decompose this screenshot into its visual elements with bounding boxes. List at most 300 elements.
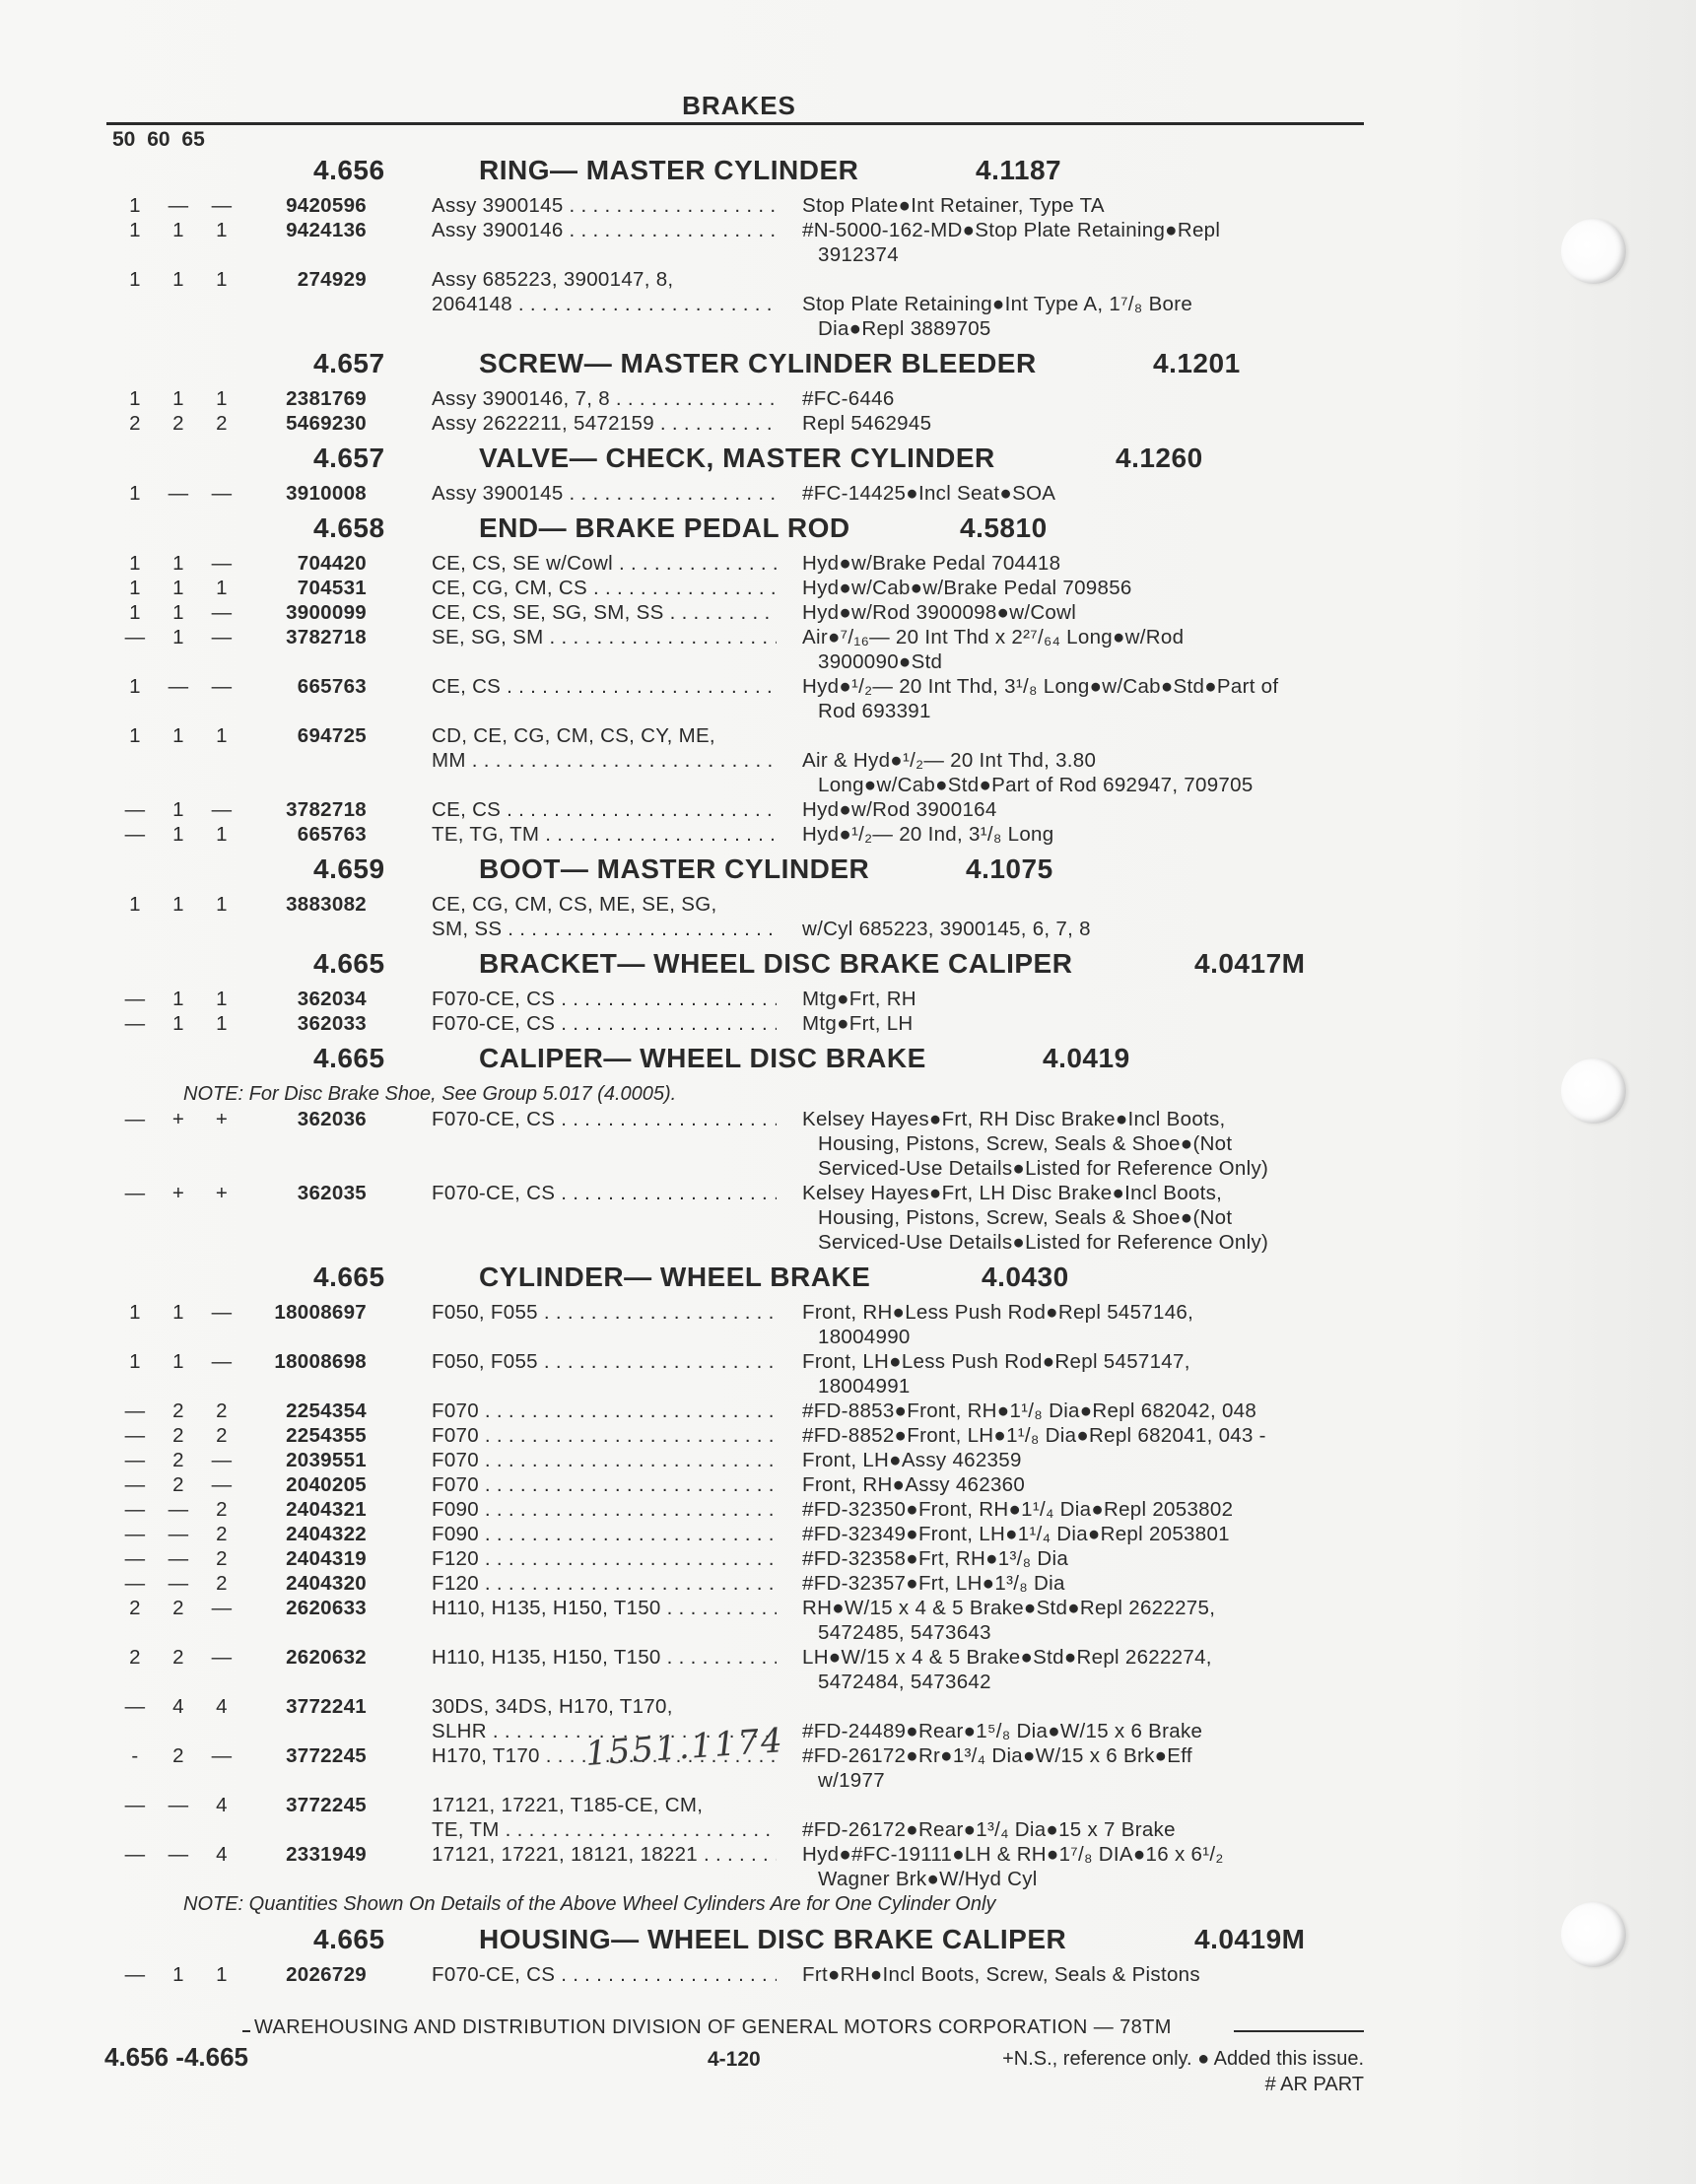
- quantity-50: 1: [129, 268, 141, 291]
- part-number: 274929: [297, 268, 367, 291]
- application-cell: [432, 1349, 777, 1374]
- remarks-line: #FD-26172●Rr●1³/₄ Dia●W/15 x 6 Brk●Eff: [802, 1744, 1192, 1767]
- remarks-line: #FC-14425●Incl Seat●SOA: [802, 482, 1056, 505]
- remarks-line: #FD-26172●Rear●1³/₄ Dia●15 x 7 Brake: [802, 1818, 1176, 1841]
- remarks-cell: [802, 1522, 1374, 1546]
- application-text: H110, H135, H150, T150: [432, 1597, 661, 1619]
- quantity-65: —: [211, 601, 233, 624]
- application-cell: [432, 1546, 777, 1571]
- application-cell: [432, 1399, 777, 1423]
- remarks-cell: [802, 1497, 1374, 1522]
- remarks-cell: [802, 600, 1374, 625]
- table-row: [0, 411, 1696, 436]
- quantity-50: 1: [129, 675, 141, 698]
- application-text: F070: [432, 1399, 479, 1422]
- quantity-60: 1: [172, 893, 184, 916]
- footer-division: WAREHOUSING AND DISTRIBUTION DIVISION OF GENERAL MOTORS CORPORATION — 78TM: [250, 2016, 1176, 2039]
- remarks-line: Front, RH●Less Push Rod●Repl 5457146,: [802, 1301, 1194, 1324]
- leader-dots: [539, 823, 777, 846]
- application-line: [432, 1349, 777, 1374]
- application-cell: [432, 576, 777, 600]
- quantity-65: +: [215, 1108, 229, 1130]
- remarks-line: Dia●Repl 3889705: [818, 317, 991, 340]
- part-number: 3782718: [286, 798, 367, 821]
- quantity-65: 2: [216, 1424, 228, 1447]
- application-cell: [432, 1472, 777, 1497]
- quantity-60: 4: [172, 1695, 184, 1718]
- part-number: 3900099: [286, 601, 367, 624]
- remarks-line: Air & Hyd●¹/₂— 20 Int Thd, 3.80: [802, 749, 1097, 772]
- remarks-line: 18004991: [818, 1375, 911, 1398]
- application-line: [432, 411, 777, 436]
- application-text: 17121, 17221, T185-CE, CM,: [432, 1794, 704, 1816]
- quantity-50: —: [124, 1572, 146, 1595]
- quantity-60: 2: [172, 1473, 184, 1496]
- section-reference: 4.0419: [1043, 1043, 1130, 1073]
- table-row: [0, 1571, 1696, 1596]
- application-line: [432, 576, 777, 600]
- remarks-line: Housing, Pistons, Screw, Seals & Shoe●(Not: [818, 1132, 1233, 1155]
- quantity-65: —: [211, 194, 233, 217]
- quantity-65: —: [211, 1646, 233, 1669]
- remarks-cell: [802, 411, 1374, 436]
- remarks-line: w/Cyl 685223, 3900145, 6, 7, 8: [802, 918, 1091, 940]
- quantity-50: 1: [129, 387, 141, 410]
- application-line: [432, 1472, 777, 1497]
- table-row: [0, 1497, 1696, 1522]
- remarks-line: #FD-32357●Frt, LH●1³/₈ Dia: [802, 1572, 1065, 1595]
- remarks-line: #FD-32358●Frt, RH●1³/₈ Dia: [802, 1547, 1069, 1570]
- quantity-65: —: [211, 626, 233, 648]
- application-line: [432, 1645, 777, 1670]
- application-cell: [432, 987, 777, 1011]
- quantity-50: 1: [129, 552, 141, 575]
- remarks-line: Hyd●w/Rod 3900164: [802, 798, 997, 821]
- part-number: 704420: [297, 552, 367, 575]
- quantity-65: 1: [216, 1012, 228, 1035]
- quantity-65: 2: [216, 1547, 228, 1570]
- application-line: [432, 1011, 777, 1036]
- quantity-60: 1: [172, 387, 184, 410]
- application-cell: [432, 551, 777, 576]
- part-number: 665763: [297, 823, 367, 846]
- quantity-50: 1: [129, 219, 141, 241]
- leader-dots: [479, 1399, 777, 1422]
- application-line: [432, 218, 777, 242]
- footer-ar-part: # AR PART: [1264, 2074, 1364, 2095]
- leader-dots: [664, 601, 777, 624]
- section-title: RING— MASTER CYLINDER: [479, 155, 859, 185]
- part-number: 2254354: [286, 1399, 367, 1422]
- application-text: Assy 685223, 3900147, 8,: [432, 268, 674, 291]
- remarks-line: Hyd●w/Rod 3900098●w/Cowl: [802, 601, 1077, 624]
- quantity-60: —: [168, 194, 189, 217]
- table-row: [0, 1472, 1696, 1497]
- quantity-60: —: [168, 1572, 189, 1595]
- remarks-cell: [802, 1472, 1374, 1497]
- application-cell: [432, 1793, 777, 1842]
- part-number: 3910008: [286, 482, 367, 505]
- application-cell: [432, 1300, 777, 1325]
- leader-dots: [538, 1301, 777, 1324]
- application-text: SLHR: [432, 1720, 487, 1742]
- remarks-line: Air●⁷/₁₆— 20 Int Thd x 2²⁷/₆₄ Long●w/Rod: [802, 626, 1185, 648]
- leader-dots: [555, 988, 777, 1010]
- quantity-60: 2: [172, 412, 184, 435]
- table-row: [0, 987, 1696, 1011]
- table-row: [0, 1522, 1696, 1546]
- quantity-50: —: [124, 1498, 146, 1521]
- section-number: 4.658: [313, 512, 385, 543]
- part-number: 2331949: [286, 1843, 367, 1866]
- section-number: 4.665: [313, 1043, 385, 1073]
- quantity-50: —: [124, 823, 146, 846]
- section-reference: 4.1201: [1153, 348, 1241, 378]
- application-cell: [432, 218, 777, 242]
- application-line: [432, 1522, 777, 1546]
- section-header: [0, 1036, 1696, 1081]
- quantity-65: —: [211, 1301, 233, 1324]
- footer-rule-right: [1234, 2030, 1364, 2032]
- quantity-50: —: [124, 1547, 146, 1570]
- application-line: [432, 1546, 777, 1571]
- application-cell: [432, 892, 777, 941]
- part-number: 362035: [297, 1182, 367, 1204]
- quantity-65: 2: [216, 412, 228, 435]
- quantity-65: 2: [216, 1572, 228, 1595]
- application-text: SM, SS: [432, 918, 503, 940]
- remarks-cell: [802, 674, 1374, 723]
- quantity-50: —: [124, 1473, 146, 1496]
- remarks-line: Mtg●Frt, LH: [802, 1012, 914, 1035]
- application-cell: [432, 1645, 777, 1670]
- quantity-60: 1: [172, 1350, 184, 1373]
- quantity-60: 1: [172, 219, 184, 241]
- leader-dots: [564, 219, 777, 241]
- application-text: TE, TG, TM: [432, 823, 540, 846]
- application-text: CD, CE, CG, CM, CS, CY, ME,: [432, 724, 715, 747]
- application-line: [432, 892, 777, 917]
- quantity-50: 1: [129, 601, 141, 624]
- quantity-65: —: [211, 798, 233, 821]
- leader-dots: [501, 675, 777, 698]
- quantity-65: 2: [216, 1498, 228, 1521]
- remarks-line: [802, 1793, 1374, 1817]
- remarks-line: LH●W/15 x 4 & 5 Brake●Std●Repl 2622274,: [802, 1646, 1212, 1669]
- section-header: [0, 148, 1696, 193]
- application-text: F090: [432, 1523, 479, 1545]
- column-headers: 50 60 65: [112, 128, 205, 151]
- application-line: [432, 1448, 777, 1472]
- section-title: BRACKET— WHEEL DISC BRAKE CALIPER: [479, 948, 1073, 979]
- application-text: 2064148: [432, 293, 512, 315]
- table-row: [0, 481, 1696, 506]
- application-line: [432, 1817, 777, 1842]
- quantity-60: —: [168, 675, 189, 698]
- quantity-60: 1: [172, 823, 184, 846]
- remarks-cell: [802, 892, 1374, 941]
- quantity-50: —: [124, 1449, 146, 1471]
- remarks-cell: [802, 481, 1374, 506]
- remarks-cell: [802, 1181, 1374, 1255]
- quantity-65: 1: [216, 268, 228, 291]
- remarks-cell: [802, 576, 1374, 600]
- quantity-65: —: [211, 552, 233, 575]
- quantity-60: —: [168, 1547, 189, 1570]
- application-line: [432, 1423, 777, 1448]
- quantity-60: 1: [172, 626, 184, 648]
- application-cell: [432, 1448, 777, 1472]
- quantity-65: 1: [216, 724, 228, 747]
- part-number: 704531: [297, 577, 367, 599]
- application-text: F070-CE, CS: [432, 988, 556, 1010]
- part-number: 18008697: [274, 1301, 367, 1324]
- application-text: SE, SG, SM: [432, 626, 544, 648]
- application-text: F070: [432, 1473, 479, 1496]
- quantity-50: 1: [129, 1350, 141, 1373]
- quantity-65: 1: [216, 823, 228, 846]
- table-row: [0, 723, 1696, 797]
- quantity-60: 1: [172, 1012, 184, 1035]
- remarks-line: #FD-32349●Front, LH●1¹/₄ Dia●Repl 2053801: [802, 1523, 1230, 1545]
- part-number: 5469230: [286, 412, 367, 435]
- application-cell: [432, 193, 777, 218]
- application-cell: [432, 1497, 777, 1522]
- application-line: [432, 1596, 777, 1620]
- quantity-50: —: [124, 1399, 146, 1422]
- application-text: CE, CS, SE, SG, SM, SS: [432, 601, 664, 624]
- remarks-line: Housing, Pistons, Screw, Seals & Shoe●(Not: [818, 1206, 1233, 1229]
- leader-dots: [512, 293, 777, 315]
- application-text: F120: [432, 1572, 479, 1595]
- section-title: CALIPER— WHEEL DISC BRAKE: [479, 1043, 926, 1073]
- quantity-50: -: [131, 1744, 139, 1767]
- quantity-50: —: [124, 1963, 146, 1986]
- leader-dots: [555, 1108, 777, 1130]
- quantity-50: —: [124, 1523, 146, 1545]
- part-number: 2620633: [286, 1597, 367, 1619]
- quantity-60: 1: [172, 798, 184, 821]
- section-title: SCREW— MASTER CYLINDER BLEEDER: [479, 348, 1037, 378]
- application-line: [432, 386, 777, 411]
- remarks-line: Rod 693391: [818, 700, 931, 722]
- remarks-line: Hyd●w/Brake Pedal 704418: [802, 552, 1061, 575]
- quantity-50: 1: [129, 724, 141, 747]
- remarks-line: #FD-8852●Front, LH●1¹/₈ Dia●Repl 682041, 043 -: [802, 1424, 1266, 1447]
- quantity-60: 1: [172, 724, 184, 747]
- leader-dots: [544, 626, 778, 648]
- remarks-cell: [802, 1399, 1374, 1423]
- remarks-cell: [802, 193, 1374, 218]
- application-text: F070-CE, CS: [432, 1963, 556, 1986]
- section-reference: 4.1260: [1116, 443, 1203, 473]
- application-text: F090: [432, 1498, 479, 1521]
- remarks-cell: [802, 1423, 1374, 1448]
- table-row: [0, 892, 1696, 941]
- quantity-50: 1: [129, 1301, 141, 1324]
- remarks-line: 5472485, 5473643: [818, 1621, 991, 1644]
- application-cell: [432, 1571, 777, 1596]
- section-number: 4.665: [313, 1262, 385, 1292]
- application-cell: [432, 625, 777, 649]
- section-number: 4.665: [313, 948, 385, 979]
- leader-dots: [555, 1182, 777, 1204]
- remarks-cell: [802, 1596, 1374, 1645]
- application-line: [432, 600, 777, 625]
- section-header: [0, 1255, 1696, 1300]
- table-row: [0, 1694, 1696, 1743]
- remarks-line: [802, 1694, 1374, 1719]
- quantity-60: 2: [172, 1399, 184, 1422]
- remarks-line: Wagner Brk●W/Hyd Cyl: [818, 1868, 1038, 1890]
- table-row: [0, 1793, 1696, 1842]
- remarks-line: Repl 5462945: [802, 412, 932, 435]
- quantity-65: —: [211, 1744, 233, 1767]
- leader-dots: [613, 552, 777, 575]
- leader-dots: [479, 1473, 777, 1496]
- remarks-line: #FD-8853●Front, RH●1¹/₈ Dia●Repl 682042, 048: [802, 1399, 1257, 1422]
- remarks-line: Front, LH●Less Push Rod●Repl 5457147,: [802, 1350, 1190, 1373]
- remarks-cell: [802, 218, 1374, 267]
- table-row: [0, 576, 1696, 600]
- leader-dots: [538, 1350, 777, 1373]
- application-text: H110, H135, H150, T150: [432, 1646, 661, 1669]
- part-number: 665763: [297, 675, 367, 698]
- quantity-65: —: [211, 1350, 233, 1373]
- application-line: [432, 1962, 777, 1987]
- remarks-cell: [802, 1546, 1374, 1571]
- remarks-cell: [802, 1842, 1374, 1891]
- table-row: [0, 625, 1696, 674]
- quantity-60: 2: [172, 1744, 184, 1767]
- application-cell: [432, 1962, 777, 1987]
- part-number: 362033: [297, 1012, 367, 1035]
- remarks-cell: [802, 1571, 1374, 1596]
- application-text: MM: [432, 749, 466, 772]
- application-cell: [432, 723, 777, 773]
- table-row: [0, 674, 1696, 723]
- section-note: [0, 1081, 1696, 1107]
- quantity-60: 2: [172, 1646, 184, 1669]
- quantity-60: 1: [172, 601, 184, 624]
- section-number: 4.665: [313, 1924, 385, 1954]
- quantity-65: 1: [216, 577, 228, 599]
- quantity-50: 1: [129, 194, 141, 217]
- footer-page-number: 4-120: [708, 2048, 761, 2071]
- remarks-cell: [802, 1645, 1374, 1694]
- part-number: 2620632: [286, 1646, 367, 1669]
- remarks-cell: [802, 1300, 1374, 1349]
- table-row: [0, 1546, 1696, 1571]
- section-number: 4.656: [313, 155, 385, 185]
- application-text: CE, CG, CM, CS: [432, 577, 587, 599]
- remarks-cell: [802, 625, 1374, 674]
- section-header: [0, 506, 1696, 551]
- section-title: END— BRAKE PEDAL ROD: [479, 512, 850, 543]
- application-line: [432, 723, 777, 748]
- leader-dots: [654, 412, 777, 435]
- quantity-65: —: [211, 1449, 233, 1471]
- part-number: 9420596: [286, 194, 367, 217]
- part-number: 2254355: [286, 1424, 367, 1447]
- table-row: [0, 1349, 1696, 1399]
- application-text: 17121, 17221, 18121, 18221: [432, 1843, 698, 1866]
- application-line: [432, 987, 777, 1011]
- application-line: [432, 193, 777, 218]
- section-title: VALVE— CHECK, MASTER CYLINDER: [479, 443, 995, 473]
- section-reference: 4.1075: [966, 853, 1053, 884]
- leader-dots: [661, 1597, 777, 1619]
- quantity-60: 1: [172, 268, 184, 291]
- table-row: [0, 1399, 1696, 1423]
- part-number: 2039551: [286, 1449, 367, 1471]
- quantity-65: 4: [216, 1794, 228, 1816]
- section-reference: 4.0417M: [1194, 948, 1306, 979]
- table-row: [0, 193, 1696, 218]
- part-number: 2040205: [286, 1473, 367, 1496]
- remarks-line: 3912374: [818, 243, 899, 266]
- table-row: [0, 218, 1696, 267]
- table-row: [0, 386, 1696, 411]
- application-text: F070: [432, 1449, 479, 1471]
- quantity-50: 2: [129, 1597, 141, 1619]
- application-line: [432, 1497, 777, 1522]
- remarks-cell: [802, 1694, 1374, 1743]
- quantity-50: —: [124, 1108, 146, 1130]
- leader-dots: [564, 482, 777, 505]
- application-line: [432, 292, 777, 316]
- remarks-cell: [802, 1107, 1374, 1181]
- quantity-65: 1: [216, 387, 228, 410]
- leader-dots: [501, 798, 777, 821]
- remarks-cell: [802, 1011, 1374, 1036]
- application-text: F070: [432, 1424, 479, 1447]
- table-row: [0, 1842, 1696, 1891]
- quantity-65: 4: [216, 1695, 228, 1718]
- section-header: [0, 1917, 1696, 1962]
- part-number: 362036: [297, 1108, 367, 1130]
- application-line: [432, 917, 777, 941]
- remarks-line: Hyd●¹/₂— 20 Ind, 3¹/₈ Long: [802, 823, 1054, 846]
- remarks-line: [802, 267, 1374, 292]
- remarks-line: Kelsey Hayes●Frt, RH Disc Brake●Incl Boots,: [802, 1108, 1226, 1130]
- application-text: Assy 2622211, 5472159: [432, 412, 654, 435]
- quantity-50: 2: [129, 1646, 141, 1669]
- table-row: [0, 1596, 1696, 1645]
- quantity-50: —: [124, 988, 146, 1010]
- remarks-line: RH●W/15 x 4 & 5 Brake●Std●Repl 2622275,: [802, 1597, 1216, 1619]
- section-header: [0, 941, 1696, 987]
- quantity-65: 1: [216, 988, 228, 1010]
- quantity-65: 2: [216, 1523, 228, 1545]
- section-number: 4.657: [313, 443, 385, 473]
- application-cell: [432, 1181, 777, 1205]
- application-text: F050, F055: [432, 1301, 538, 1324]
- quantity-50: 1: [129, 577, 141, 599]
- remarks-cell: [802, 1448, 1374, 1472]
- application-line: [432, 267, 777, 292]
- part-number: 3772245: [286, 1794, 367, 1816]
- leader-dots: [479, 1572, 777, 1595]
- leader-dots: [564, 194, 777, 217]
- leader-dots: [479, 1547, 777, 1570]
- section-note: [0, 1891, 1696, 1917]
- application-cell: [432, 1107, 777, 1131]
- quantity-50: —: [124, 1182, 146, 1204]
- quantity-50: —: [124, 1695, 146, 1718]
- part-number: 3772245: [286, 1744, 367, 1767]
- remarks-line: #N-5000-162-MD●Stop Plate Retaining●Repl: [802, 219, 1221, 241]
